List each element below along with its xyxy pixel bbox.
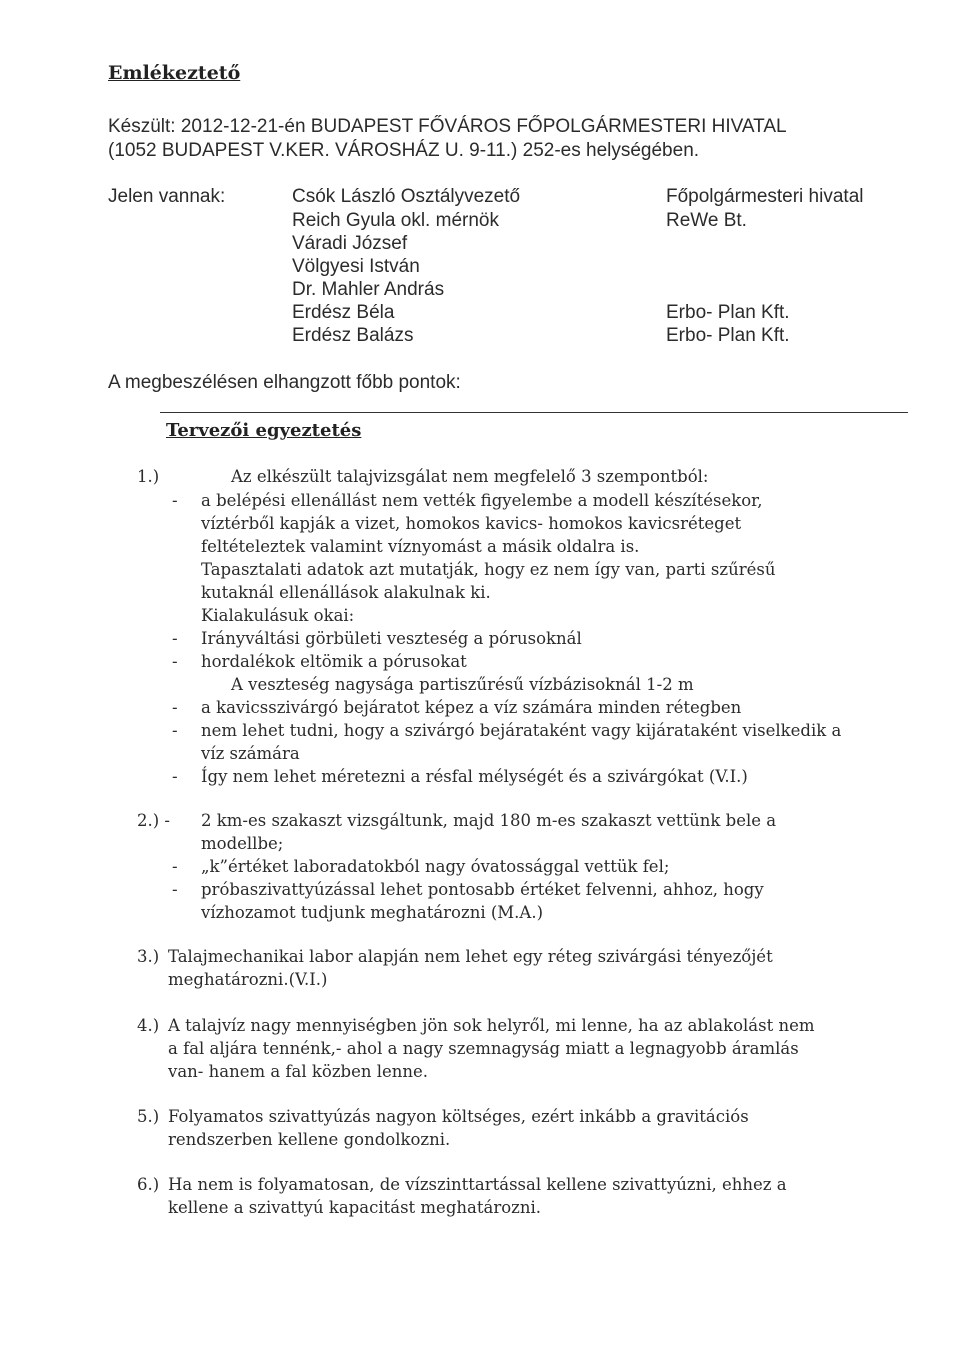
attendee-name: Váradi József — [292, 233, 408, 254]
bullet-dash: - — [172, 721, 178, 740]
attendees-label: Jelen vannak: — [108, 186, 226, 207]
item-line: A veszteség nagysága partiszűrésű vízbázisoknál 1-2 m — [231, 675, 694, 694]
item-line: víztérből kapják a vizet, homokos kavics- homokos kavicsréteget — [201, 514, 742, 533]
item-line: feltételeztek valamint víznyomást a másik oldalra is. — [201, 537, 640, 556]
item-line: vízhozamot tudjunk meghatározni (M.A.) — [201, 903, 544, 922]
item-number: 5.) — [137, 1107, 160, 1126]
attendee-org: Főpolgármesteri hivatal — [666, 186, 864, 207]
item-number: 6.) — [137, 1175, 160, 1194]
item-line: Ha nem is folyamatosan, de vízszinttartással kellene szivattyúzni, ehhez a — [168, 1175, 787, 1194]
item-line: meghatározni.(V.I.) — [168, 970, 328, 989]
attendee-org: Erbo- Plan Kft. — [666, 302, 790, 323]
attendee-name: Erdész Béla — [292, 302, 395, 323]
item-line: rendszerben kellene gondolkozni. — [168, 1130, 451, 1149]
item-line: kutaknál ellenállások alakulnak ki. — [201, 583, 491, 602]
item-line: Így nem lehet méretezni a résfal mélységét és a szivárgókat (V.I.) — [201, 767, 748, 786]
points-intro: A megbeszélésen elhangzott főbb pontok: — [108, 372, 461, 393]
item-line: Folyamatos szivattyúzás nagyon költséges, ezért inkább a gravitációs — [168, 1107, 749, 1126]
document-title: Emlékeztető — [108, 62, 241, 84]
item-line: 2 km-es szakaszt vizsgáltunk, majd 180 m-es szakaszt vettünk bele a — [201, 811, 777, 830]
item-number: 4.) — [137, 1016, 160, 1035]
item-number: 3.) — [137, 947, 160, 966]
item-line: Talajmechanikai labor alapján nem lehet egy réteg szivárgási tényezőjét — [168, 947, 773, 966]
item-line: A talajvíz nagy mennyiségben jön sok helyről, mi lenne, ha az ablakolást nem — [168, 1016, 815, 1035]
horizontal-divider — [160, 412, 908, 413]
attendee-name: Völgyesi István — [292, 256, 420, 277]
item-line: Irányváltási görbületi veszteség a pórusoknál — [201, 629, 582, 648]
created-line-2: (1052 BUDAPEST V.KER. VÁROSHÁZ U. 9-11.) 252-es helységében. — [108, 140, 700, 161]
attendee-name: Dr. Mahler András — [292, 279, 445, 300]
item-number: 2.) - — [137, 811, 170, 830]
item-line: a belépési ellenállást nem vették figyelembe a modell készítésekor, — [201, 491, 763, 510]
bullet-dash: - — [172, 767, 178, 786]
item-number: 1.) — [137, 467, 160, 486]
bullet-dash: - — [172, 491, 178, 510]
attendee-org: ReWe Bt. — [666, 210, 747, 231]
bullet-dash: - — [172, 629, 178, 648]
item-line: Kialakulásuk okai: — [201, 606, 355, 625]
item-line: a kavicsszivárgó bejáratot képez a víz számára minden rétegben — [201, 698, 742, 717]
item-line: van- hanem a fal közben lenne. — [168, 1062, 429, 1081]
created-line-1: Készült: 2012-12-21-én BUDAPEST FŐVÁROS FŐPOLGÁRMESTERI HIVATAL — [108, 116, 787, 137]
attendee-name: Erdész Balázs — [292, 325, 414, 346]
attendee-org: Erbo- Plan Kft. — [666, 325, 790, 346]
item-line: Az elkészült talajvizsgálat nem megfelelő 3 szempontból: — [231, 467, 709, 486]
bullet-dash: - — [172, 880, 178, 899]
item-line: „k”értéket laboradatokból nagy óvatossággal vettük fel; — [201, 857, 670, 876]
bullet-dash: - — [172, 698, 178, 717]
item-line: Tapasztalati adatok azt mutatják, hogy ez nem így van, parti szűrésű — [201, 560, 776, 579]
item-line: kellene a szivattyú kapacitást meghatározni. — [168, 1198, 541, 1217]
item-line: modellbe; — [201, 834, 284, 853]
item-line: próbaszivattyúzással lehet pontosabb értéket felvenni, ahhoz, hogy — [201, 880, 764, 899]
bullet-dash: - — [172, 857, 178, 876]
item-line: a fal aljára tennénk,- ahol a nagy szemnagyság miatt a legnagyobb áramlás — [168, 1039, 799, 1058]
attendee-name: Reich Gyula okl. mérnök — [292, 210, 499, 231]
bullet-dash: - — [172, 652, 178, 671]
item-line: nem lehet tudni, hogy a szivárgó bejárataként vagy kijárataként viselkedik a — [201, 721, 842, 740]
item-line: hordalékok eltömik a pórusokat — [201, 652, 467, 671]
section-title: Tervezői egyeztetés — [166, 420, 362, 441]
attendee-name: Csók László Osztályvezető — [292, 186, 521, 207]
item-line: víz számára — [201, 744, 300, 763]
